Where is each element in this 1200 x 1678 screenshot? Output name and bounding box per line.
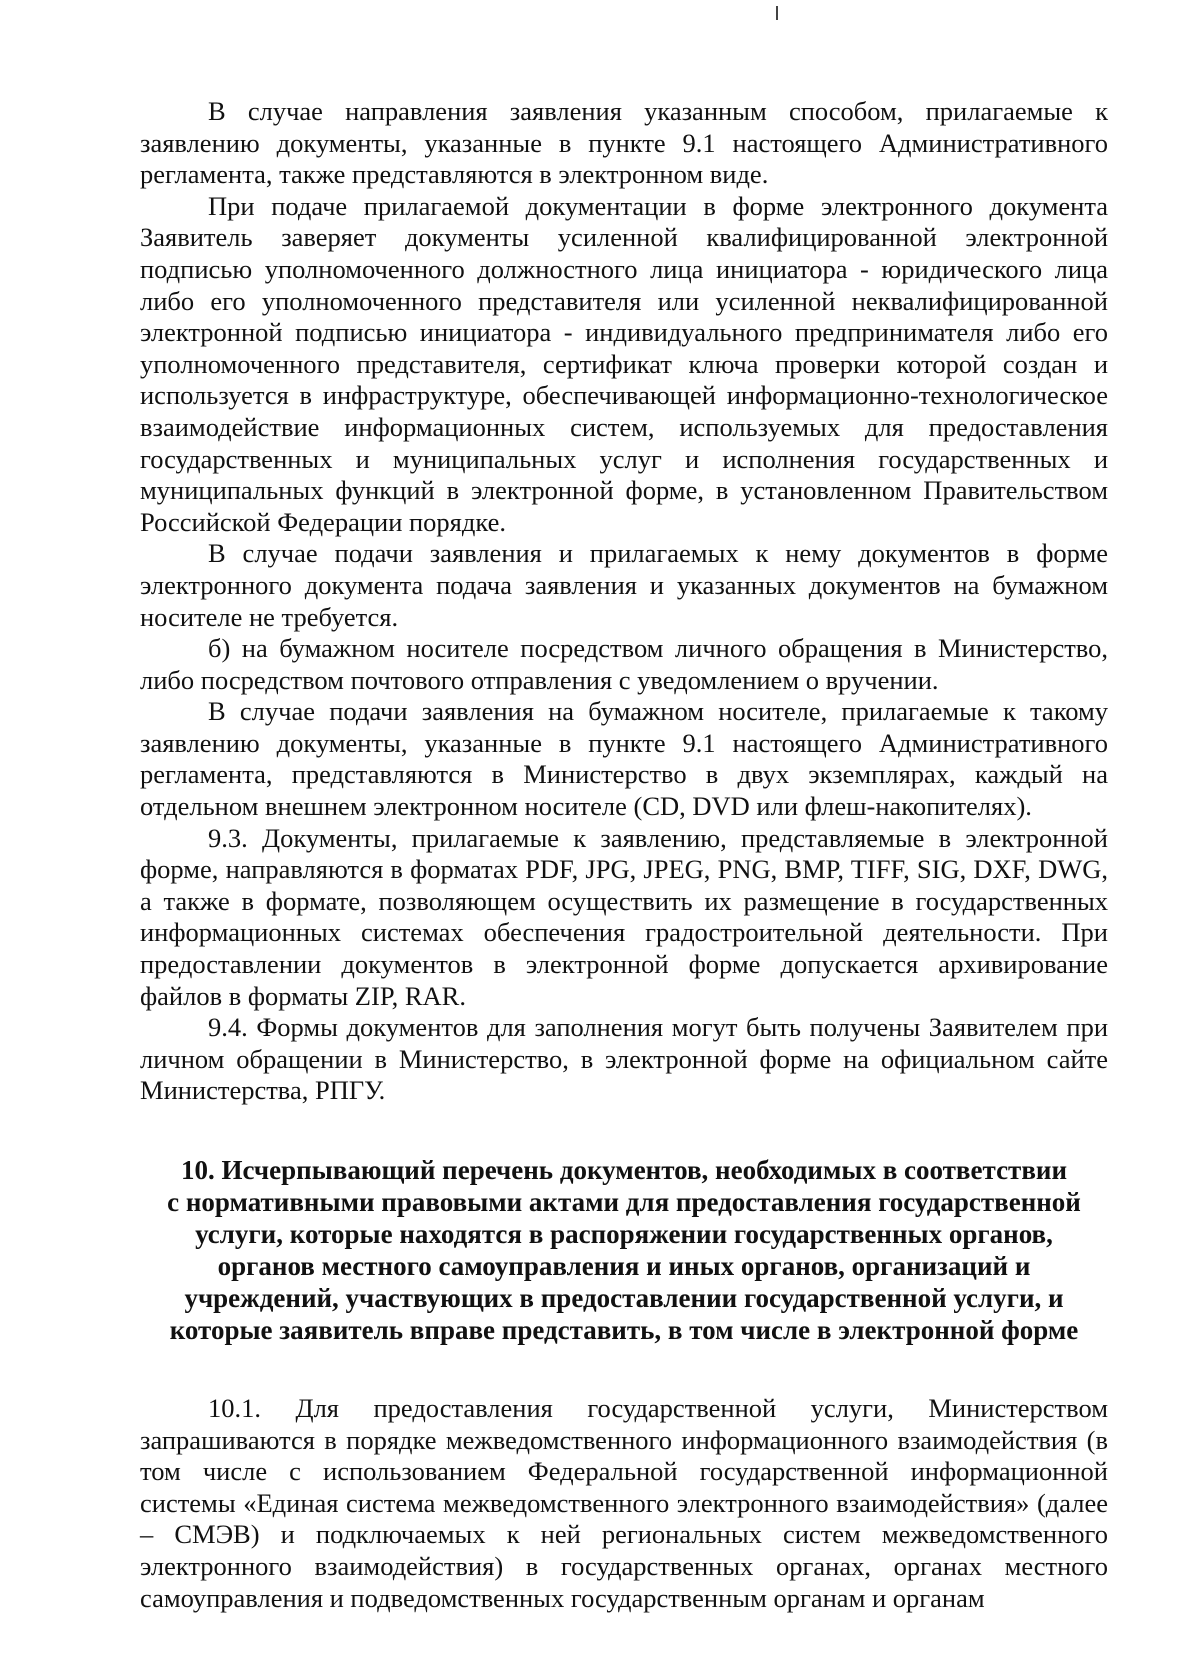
paragraph-electronic-signature: При подаче прилагаемой документации в форме электронного документа Заявитель заверяет документы усиленной квалифицированной электронной подписью уполномоченного должностного лица инициатора - юридического лица либо его уполномоченного представителя или усиленной неквалифицированной электронной подписью инициатора - индивидуального предпринимателя либо его уполномоченного представителя, сертификат ключа проверки которой создан и используется в инфраструктуре, обеспечивающей информационно-технологическое взаимодействие информационных систем, используемых для предоставления государственных и муниципальных услуг и исполнения государственных и муниципальных функций в электронной форме, в установленном Правительством Российской Федерации порядке. bbox=[140, 190, 1108, 537]
heading-line: органов местного самоуправления и иных органов, организаций и bbox=[217, 1251, 1031, 1281]
paragraph-paper-submission: б) на бумажном носителе посредством личного обращения в Министерство, либо посредством почтового отправления с уведомлением о вручении. bbox=[140, 633, 1108, 695]
heading-line: которые заявитель вправе представить, в том числе в электронной форме bbox=[169, 1315, 1079, 1345]
heading-line: 10. Исчерпывающий перечень документов, необходимых в соответствии bbox=[180, 1155, 1068, 1185]
paragraph-9-4-forms: 9.4. Формы документов для заполнения могут быть получены Заявителем при личном обращении в Министерство, в электронной форме на официальном сайте Министерства, РПГУ. bbox=[140, 1012, 1108, 1106]
paragraph-paper-copies: В случае подачи заявления на бумажном носителе, прилагаемые к такому заявлению документы, указанные в пункте 9.1 настоящего Административного регламента, представляются в Министерство в двух экземплярах, каждый на отдельном внешнем электронном носителе (CD, DVD или флеш-накопителях). bbox=[140, 696, 1108, 822]
paragraph-9-3-formats: 9.3. Документы, прилагаемые к заявлению, представляемые в электронной форме, направляются в форматах PDF, JPG, JPEG, PNG, BMP, TIFF, SIG, DXF, DWG, а также в формате, позволяющем осуществить их размещение в государственных информационных системах обеспечения градостроительной деятельности. При предоставлении документов в электронной форме допускается архивирование файлов в форматы ZIP, RAR. bbox=[140, 822, 1108, 1011]
paragraph-no-paper-required: В случае подачи заявления и прилагаемых к нему документов в форме электронного документа подача заявления и указанных документов на бумажном носителе не требуется. bbox=[140, 538, 1108, 632]
paragraph-10-1-interagency: 10.1. Для предоставления государственной услуги, Министерством запрашиваются в порядке межведомственного информационного взаимодействия (в том числе с использованием Федеральной государственной информационной системы «Единая система межведомственного электронного взаимодействия» (далее – СМЭВ) и подключаемых к ней региональных систем межведомственного электронного взаимодействия) в государственных органах, органах местного самоуправления и подведомственных государственным органам и органам bbox=[140, 1393, 1108, 1613]
section-10-heading bbox=[140, 1154, 1108, 1346]
heading-line: учреждений, участвующих в предоставлении государственной услуги, и bbox=[184, 1283, 1064, 1313]
heading-line: услуги, которые находятся в распоряжении государственных органов, bbox=[195, 1219, 1053, 1249]
heading-line: с нормативными правовыми актами для предоставления государственной bbox=[167, 1187, 1081, 1217]
document-body bbox=[140, 96, 1108, 1614]
page-edge-mark bbox=[776, 6, 778, 20]
paragraph-electronic-attachments: В случае направления заявления указанным способом, прилагаемые к заявлению документы, указанные в пункте 9.1 настоящего Административного регламента, также представляются в электронном виде. bbox=[140, 96, 1108, 190]
